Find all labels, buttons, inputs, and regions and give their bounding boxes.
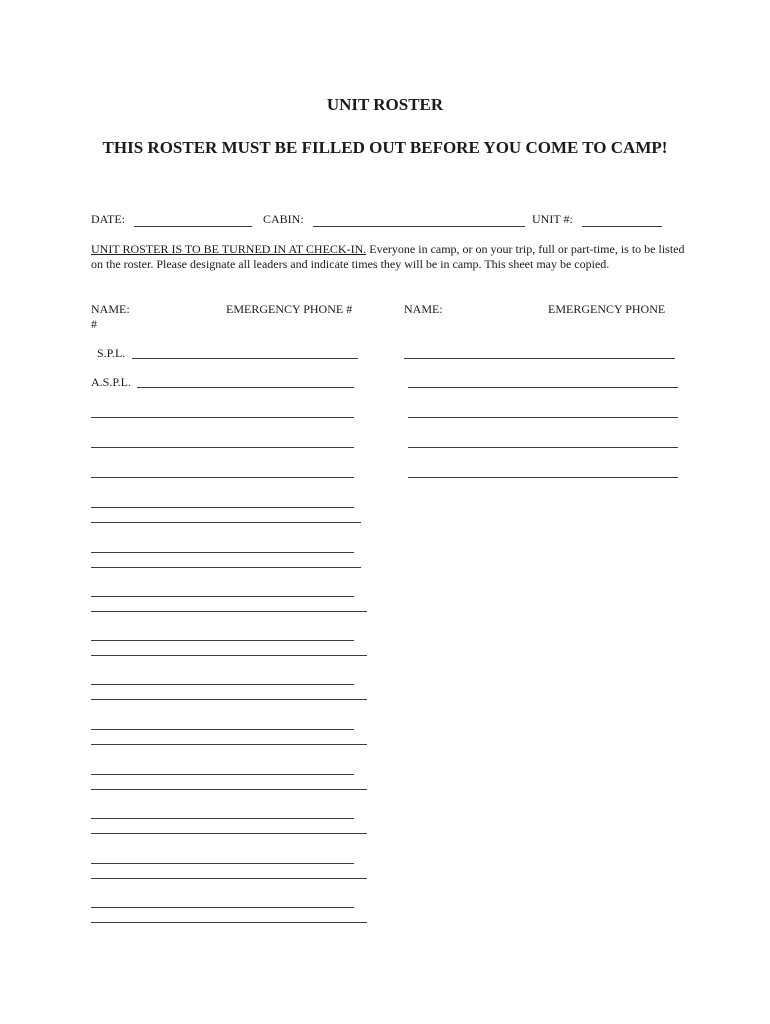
left-entry-line[interactable] bbox=[91, 522, 361, 523]
left-entry-line[interactable] bbox=[91, 552, 354, 553]
left-entry-line[interactable] bbox=[91, 744, 367, 745]
left-phone-header: EMERGENCY PHONE # bbox=[226, 302, 353, 316]
aspl-label: A.S.P.L. bbox=[91, 375, 132, 389]
page-title: UNIT ROSTER bbox=[326, 95, 444, 114]
date-field-line[interactable] bbox=[134, 226, 252, 227]
date-label: DATE: bbox=[91, 212, 125, 226]
left-entry-line[interactable] bbox=[91, 655, 367, 656]
right-phone-header: EMERGENCY PHONE bbox=[548, 302, 666, 316]
left-entry-line[interactable] bbox=[91, 922, 367, 923]
left-entry-line[interactable] bbox=[91, 774, 354, 775]
right-phone-header-hash: # bbox=[91, 317, 97, 331]
left-entry-line[interactable] bbox=[91, 447, 354, 448]
page-subtitle: THIS ROSTER MUST BE FILLED OUT BEFORE YOU COME TO CAMP! bbox=[102, 138, 668, 157]
right-name-header: NAME: bbox=[404, 302, 443, 316]
instructions bbox=[91, 242, 691, 272]
left-entry-line[interactable] bbox=[91, 699, 367, 700]
cabin-field-line[interactable] bbox=[313, 226, 525, 227]
unit-field-line[interactable] bbox=[582, 226, 662, 227]
unit-label: UNIT #: bbox=[532, 212, 573, 226]
right-entry-line[interactable] bbox=[408, 477, 678, 478]
cabin-label: CABIN: bbox=[263, 212, 304, 226]
left-entry-line[interactable] bbox=[91, 507, 354, 508]
left-entry-line[interactable] bbox=[91, 729, 354, 730]
left-entry-line[interactable] bbox=[91, 567, 361, 568]
left-entry-line[interactable] bbox=[91, 417, 354, 418]
instructions-rest: Everyone in camp, or on your trip, full or part-time, is to be listed on the roster. Please designate all leaders and indicate times they will be in camp. This sheet may be copied. bbox=[91, 242, 685, 271]
right-entry-line[interactable] bbox=[408, 417, 678, 418]
aspl-line[interactable] bbox=[137, 387, 354, 388]
left-entry-line[interactable] bbox=[91, 640, 354, 641]
left-entry-line[interactable] bbox=[91, 789, 367, 790]
left-name-header: NAME: bbox=[91, 302, 130, 316]
left-entry-line[interactable] bbox=[91, 596, 354, 597]
right-entry-line[interactable] bbox=[404, 358, 675, 359]
left-entry-line[interactable] bbox=[91, 833, 367, 834]
right-entry-line[interactable] bbox=[408, 387, 678, 388]
left-entry-line[interactable] bbox=[91, 863, 354, 864]
spl-label: S.P.L. bbox=[97, 346, 126, 360]
left-entry-line[interactable] bbox=[91, 477, 354, 478]
right-entry-line[interactable] bbox=[408, 447, 678, 448]
instructions-underlined: UNIT ROSTER IS TO BE TURNED IN AT CHECK-IN. bbox=[91, 242, 367, 256]
left-entry-line[interactable] bbox=[91, 611, 367, 612]
spl-line[interactable] bbox=[132, 358, 358, 359]
left-entry-line[interactable] bbox=[91, 878, 367, 879]
left-entry-line[interactable] bbox=[91, 684, 354, 685]
left-entry-line[interactable] bbox=[91, 818, 354, 819]
left-entry-line[interactable] bbox=[91, 907, 354, 908]
